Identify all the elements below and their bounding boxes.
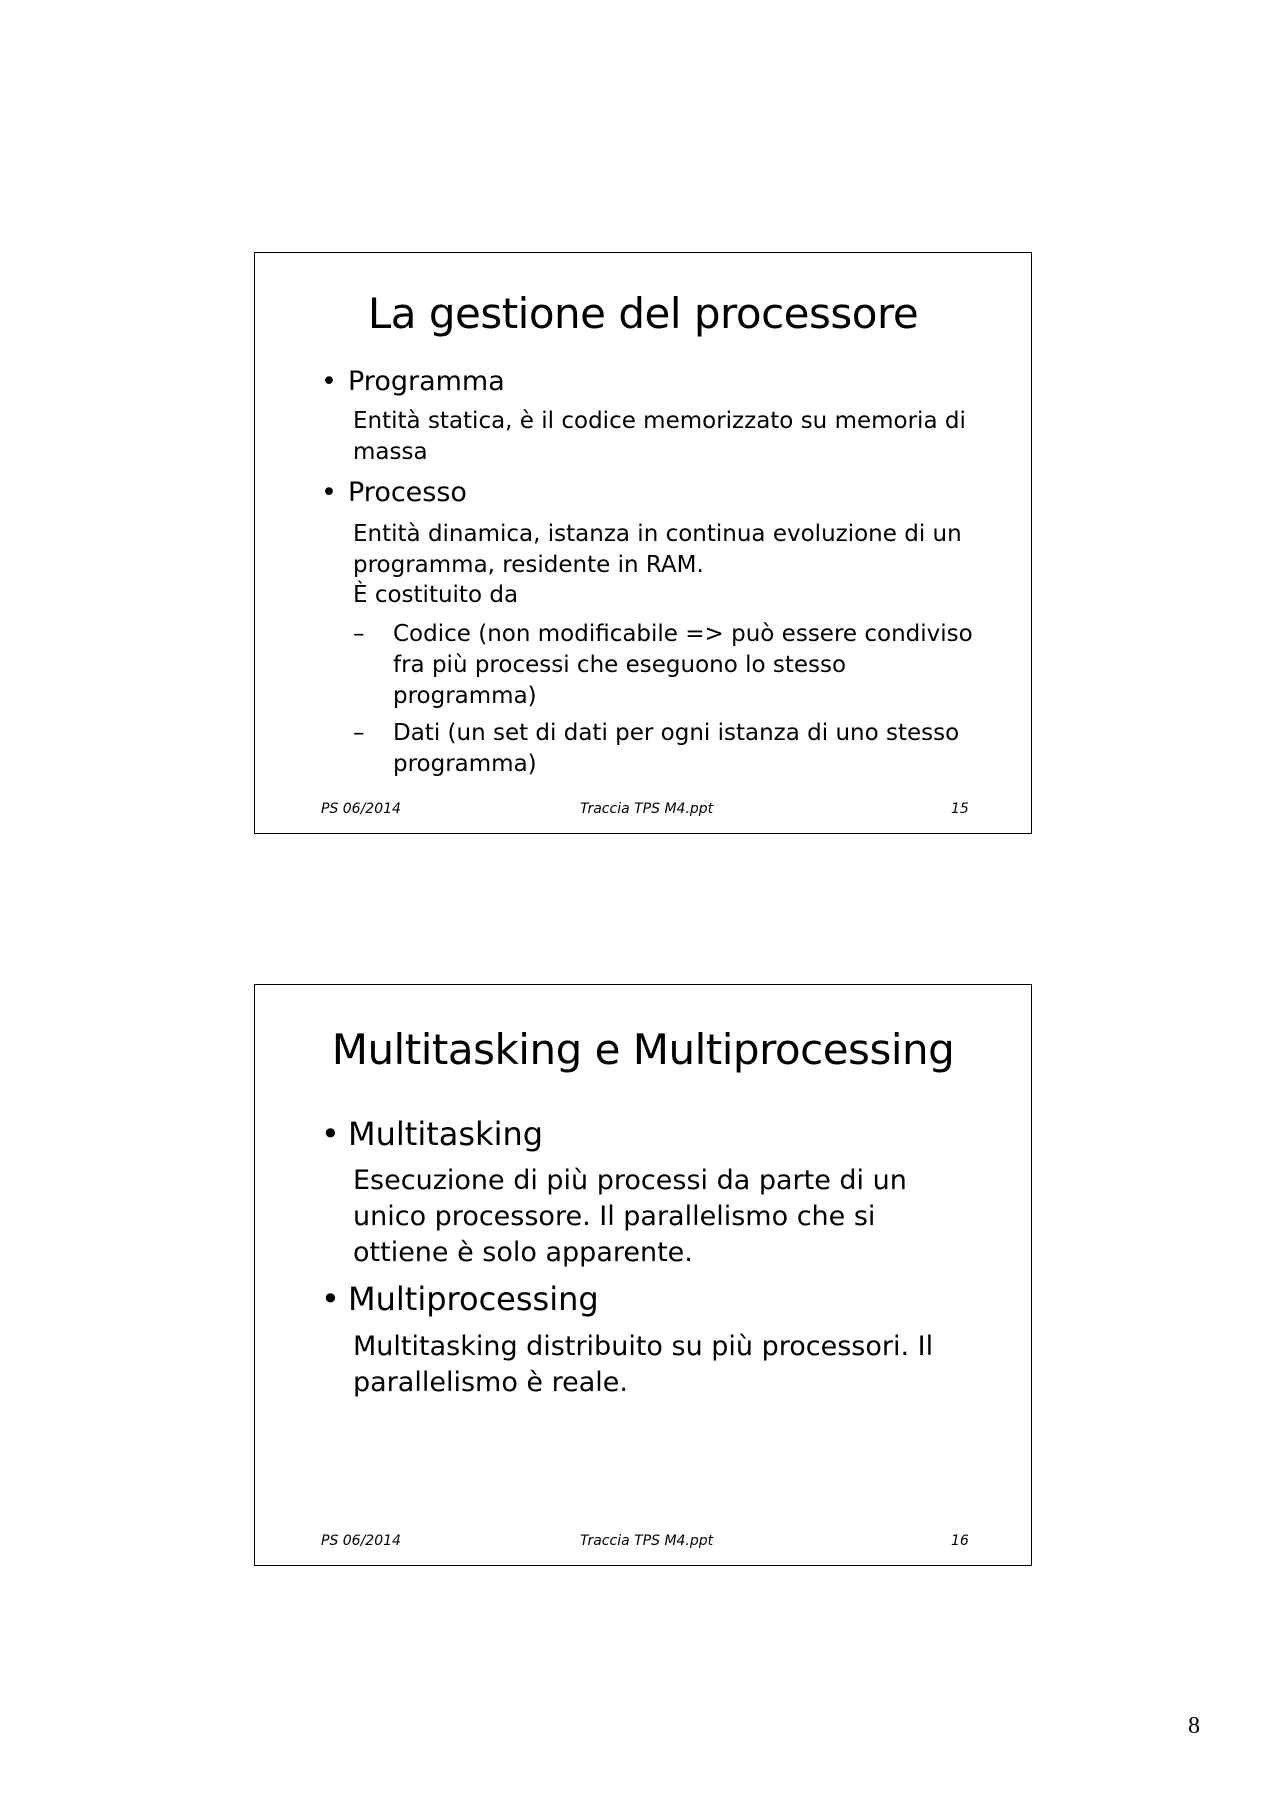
footer-slide-number: 16 bbox=[951, 1533, 969, 1549]
footer-slide-number: 15 bbox=[951, 801, 969, 817]
text-line: unico processore. Il parallelismo che si bbox=[353, 1201, 876, 1232]
dash-mark: – bbox=[353, 621, 365, 647]
bullet-multiprocessing bbox=[321, 1280, 599, 1318]
text-line: Esecuzione di più processi da parte di un bbox=[353, 1165, 907, 1196]
slide-title: La gestione del processore bbox=[367, 289, 919, 338]
multiprocessing-description bbox=[353, 1329, 933, 1401]
bullet-multitasking bbox=[321, 1115, 543, 1153]
bullet-symbol: • bbox=[321, 1280, 340, 1318]
bullet-processo bbox=[321, 477, 467, 508]
text-line: ottiene è solo apparente. bbox=[353, 1237, 693, 1268]
footer-date: PS 06/2014 bbox=[321, 1533, 401, 1549]
footer-filename: Traccia TPS M4.ppt bbox=[580, 801, 714, 817]
text-line: parallelismo è reale. bbox=[353, 1367, 628, 1398]
bullet-symbol: • bbox=[321, 366, 337, 397]
bullet-label: Programma bbox=[348, 366, 505, 397]
text-line: programma) bbox=[393, 751, 537, 777]
footer-filename: Traccia TPS M4.ppt bbox=[580, 1533, 714, 1549]
bullet-symbol: • bbox=[321, 1115, 340, 1153]
processo-description bbox=[353, 519, 962, 611]
text-line: massa bbox=[353, 439, 428, 465]
text-line: Multitasking distribuito su più processori. Il bbox=[353, 1331, 934, 1362]
bullet-label: Processo bbox=[348, 477, 467, 508]
text-line: programma, residente in RAM. bbox=[353, 551, 704, 578]
programma-description bbox=[353, 406, 966, 468]
text-line: Dati (un set di dati per ogni istanza di uno stesso bbox=[393, 720, 960, 746]
text-line: Codice (non modificabile => può essere condiviso bbox=[393, 621, 973, 647]
bullet-programma bbox=[321, 366, 505, 397]
page-number: 8 bbox=[1188, 1713, 1200, 1739]
text-line: Entità dinamica, istanza in continua evoluzione di un bbox=[353, 521, 962, 547]
bullet-symbol: • bbox=[321, 477, 337, 508]
text-line: fra più processi che eseguono lo stesso bbox=[393, 652, 847, 678]
dash-mark: – bbox=[353, 720, 365, 746]
subitem-text bbox=[393, 718, 959, 780]
text-line: Entità statica, è il codice memorizzato su memoria di bbox=[353, 408, 966, 434]
bullet-label: Multiprocessing bbox=[348, 1280, 599, 1318]
text-line: È costituito da bbox=[353, 582, 519, 608]
text-line: programma) bbox=[393, 683, 537, 709]
slide-title: Multitasking e Multiprocessing bbox=[331, 1025, 955, 1074]
slide-16 bbox=[254, 984, 1032, 1566]
footer-date: PS 06/2014 bbox=[321, 801, 401, 817]
subitem-text bbox=[393, 619, 973, 712]
multitasking-description bbox=[353, 1163, 907, 1271]
slide-15 bbox=[254, 252, 1032, 834]
bullet-label: Multitasking bbox=[348, 1115, 544, 1153]
